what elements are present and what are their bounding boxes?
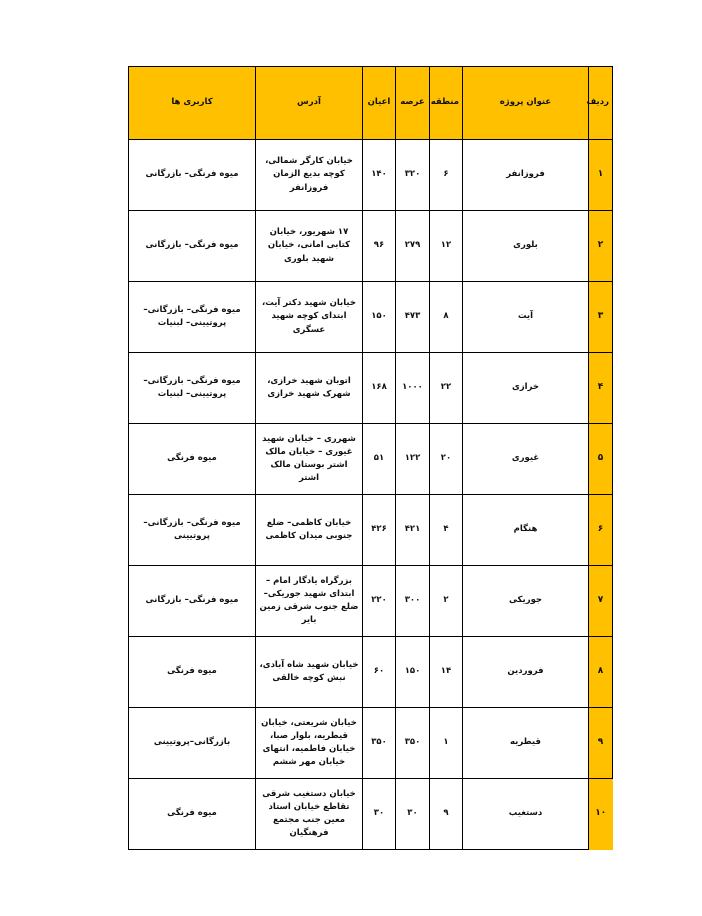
table-row [129, 495, 613, 566]
region: ۱۴ [430, 637, 463, 708]
region: ۴ [430, 495, 463, 566]
row-number: ۵ [589, 424, 613, 495]
land-area: ۲۷۹ [396, 211, 430, 282]
uses: میوه فرنگی– بازرگانی–پروتیینی [129, 495, 256, 566]
header-land-area: عرصه [396, 67, 430, 140]
region: ۲۰ [430, 424, 463, 495]
header-address: آدرس [256, 67, 363, 140]
land-area: ۴۷۳ [396, 282, 430, 353]
header-project-title: عنوان پروژه [463, 67, 589, 140]
region: ۱۲ [430, 211, 463, 282]
address: اتوبان شهید خرازی، شهرک شهید خرازی [256, 353, 363, 424]
land-area: ۳۰۰ [396, 566, 430, 637]
address: خیابان شهید شاه آبادی، نبش کوچه خالقی [256, 637, 363, 708]
project-title: جوریکی [463, 566, 589, 637]
header-building-area: اعیان [363, 67, 396, 140]
land-area: ۴۲۱ [396, 495, 430, 566]
projects-table-container [128, 66, 614, 850]
row-number: ۲ [589, 211, 613, 282]
projects-table [128, 66, 613, 850]
table-row [129, 424, 613, 495]
row-number: ۶ [589, 495, 613, 566]
land-area: ۱۵۰ [396, 637, 430, 708]
building-area: ۲۲۰ [363, 566, 396, 637]
project-title: غیوری [463, 424, 589, 495]
building-area: ۱۵۰ [363, 282, 396, 353]
region: ۲۲ [430, 353, 463, 424]
row-number: ۴ [589, 353, 613, 424]
row-number: ۸ [589, 637, 613, 708]
address: خیابان کاظمی– ضلع جنوبی میدان کاظمی [256, 495, 363, 566]
land-area: ۳۲۰ [396, 140, 430, 211]
region: ۶ [430, 140, 463, 211]
uses: میوه فرنگی [129, 637, 256, 708]
address: ۱۷ شهریور، خیابان کتابی امانی، خیابان شهید بلوری [256, 211, 363, 282]
uses: میوه فرنگی [129, 779, 256, 850]
address: شهرری – خیابان شهید غیوری – خیابان مالک اشتر بوستان مالک اشتر [256, 424, 363, 495]
region: ۹ [430, 779, 463, 850]
header-row-number: ردیف [589, 67, 613, 140]
project-title: دستغیب [463, 779, 589, 850]
building-area: ۳۰ [363, 779, 396, 850]
table-row [129, 211, 613, 282]
address: خیابان شهید دکتر آیت، ابتدای کوچه شهید عسگری [256, 282, 363, 353]
building-area: ۳۵۰ [363, 708, 396, 779]
building-area: ۴۲۶ [363, 495, 396, 566]
row-number: ۳ [589, 282, 613, 353]
address: خیابان شریعتی، خیابان قیطریه، بلوار صبا، خیابان فاطمیه، انتهای خیابان مهر ششم [256, 708, 363, 779]
building-area: ۱۶۸ [363, 353, 396, 424]
uses: میوه فرنگی– بازرگانی [129, 140, 256, 211]
building-area: ۱۴۰ [363, 140, 396, 211]
building-area: ۵۱ [363, 424, 396, 495]
project-title: هنگام [463, 495, 589, 566]
land-area: ۳۵۰ [396, 708, 430, 779]
project-title: بلوری [463, 211, 589, 282]
uses: میوه فرنگی– بازرگانی–پروتیینی– لبنیات [129, 282, 256, 353]
uses: میوه فرنگی [129, 424, 256, 495]
row-number: ۱ [589, 140, 613, 211]
land-area: ۳۰ [396, 779, 430, 850]
project-title: آیت [463, 282, 589, 353]
table-row [129, 779, 613, 850]
row-number: ۹ [589, 708, 613, 779]
building-area: ۹۶ [363, 211, 396, 282]
region: ۲ [430, 566, 463, 637]
table-row [129, 353, 613, 424]
project-title: قیطریه [463, 708, 589, 779]
header-uses: کاربری ها [129, 67, 256, 140]
uses: میوه فرنگی– بازرگانی [129, 566, 256, 637]
address: خیابان دستغیب شرقی تقاطع خیابان استاد معین جنب مجتمع فرهنگیان [256, 779, 363, 850]
table-row [129, 637, 613, 708]
project-title: خرازی [463, 353, 589, 424]
land-area: ۱۲۲ [396, 424, 430, 495]
building-area: ۶۰ [363, 637, 396, 708]
region: ۱ [430, 708, 463, 779]
header-row [129, 67, 613, 140]
table-row [129, 140, 613, 211]
project-title: فروردین [463, 637, 589, 708]
table-row [129, 708, 613, 779]
table-row [129, 282, 613, 353]
row-number: ۱۰ [589, 779, 613, 850]
address: خیابان کارگر شمالی، کوچه بدیع الزمان فروزانفر [256, 140, 363, 211]
table-row [129, 566, 613, 637]
land-area: ۱۰۰۰ [396, 353, 430, 424]
region: ۸ [430, 282, 463, 353]
uses: میوه فرنگی– بازرگانی [129, 211, 256, 282]
address: بزرگراه یادگار امام – ابتدای شهید جوریکی–ضلع جنوب شرقی زمین بایر [256, 566, 363, 637]
row-number: ۷ [589, 566, 613, 637]
project-title: فروزانفر [463, 140, 589, 211]
uses: بازرگانی–پروتیینی [129, 708, 256, 779]
uses: میوه فرنگی– بازرگانی–پروتیینی– لبنیات [129, 353, 256, 424]
header-region: منطقه [430, 67, 463, 140]
